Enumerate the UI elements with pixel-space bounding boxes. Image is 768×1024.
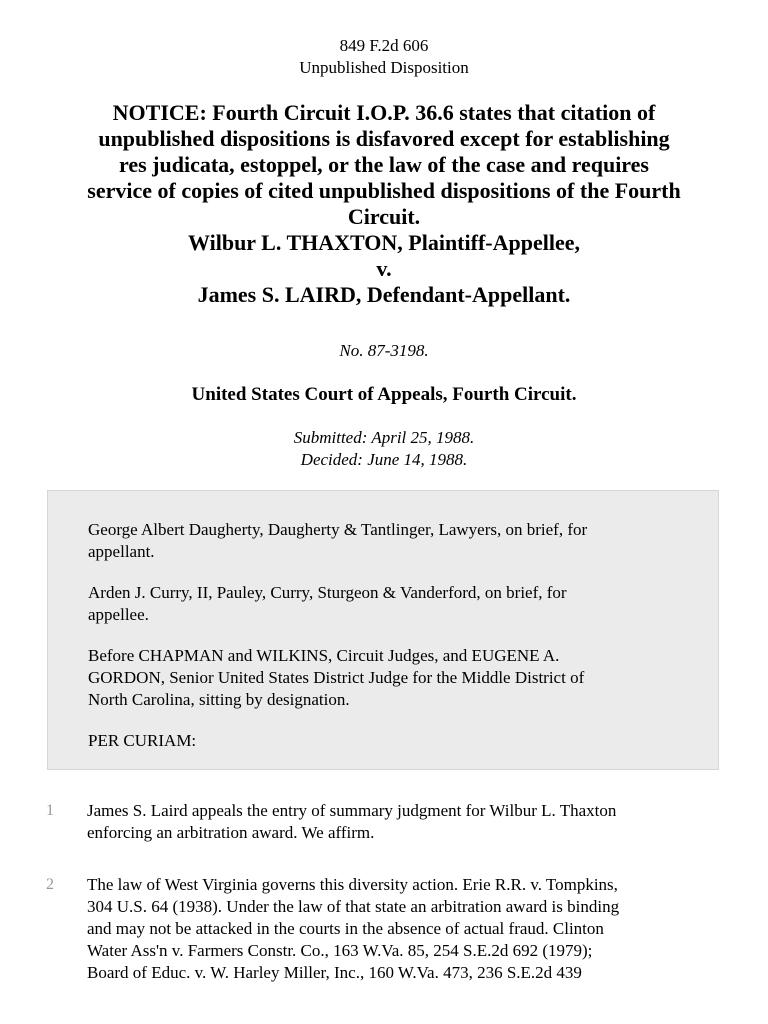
- caption-versus: v.: [376, 256, 392, 281]
- paragraph-line: enforcing an arbitration award. We affirm.: [87, 823, 375, 842]
- appellant-counsel-line: appellant.: [88, 542, 155, 561]
- caption-plaintiff: Wilbur L. THAXTON, Plaintiff-Appellee,: [188, 230, 580, 255]
- per-curiam: PER CURIAM:: [88, 731, 197, 750]
- court-name: United States Court of Appeals, Fourth Circuit.: [191, 384, 577, 405]
- citation-header: [0, 35, 768, 79]
- appellee-counsel: [88, 582, 688, 626]
- panel-line: North Carolina, sitting by designation.: [88, 690, 350, 709]
- paragraph-line: James S. Laird appeals the entry of summary judgment for Wilbur L. Thaxton: [87, 801, 617, 820]
- appellee-counsel-line: appellee.: [88, 605, 149, 624]
- counsel-box: [47, 490, 719, 770]
- appellant-counsel-line: George Albert Daugherty, Daugherty & Tantlinger, Lawyers, on brief, for: [88, 520, 588, 539]
- case-dates: [0, 427, 768, 471]
- notice-line: service of copies of cited unpublished dispositions of the Fourth: [87, 178, 681, 203]
- panel-line: Before CHAPMAN and WILKINS, Circuit Judges, and EUGENE A.: [88, 646, 560, 665]
- disposition-label: Unpublished Disposition: [299, 58, 469, 77]
- paragraph-line: Board of Educ. v. W. Harley Miller, Inc., 160 W.Va. 473, 236 S.E.2d 439: [87, 963, 582, 982]
- appellee-counsel-line: Arden J. Curry, II, Pauley, Curry, Sturgeon & Vanderford, on brief, for: [88, 583, 567, 602]
- paragraph-number: 2: [46, 876, 54, 893]
- notice-line: res judicata, estoppel, or the law of the case and requires: [118, 152, 649, 177]
- paragraph-line: The law of West Virginia governs this diversity action. Erie R.R. v. Tompkins,: [87, 875, 618, 894]
- paragraph-number: 1: [46, 802, 54, 819]
- paragraph-text: [87, 874, 723, 984]
- appellant-counsel: [88, 519, 688, 563]
- notice-line: Circuit.: [347, 204, 421, 229]
- notice-line: unpublished dispositions is disfavored except for establishing: [98, 126, 670, 151]
- notice-and-caption: [40, 100, 728, 308]
- paragraph-text: [87, 800, 723, 844]
- reporter-citation: 849 F.2d 606: [339, 36, 429, 55]
- submitted-date: Submitted: April 25, 1988.: [293, 428, 475, 447]
- decided-date: Decided: June 14, 1988.: [300, 450, 468, 469]
- paragraph-line: Water Ass'n v. Farmers Constr. Co., 163 W.Va. 85, 254 S.E.2d 692 (1979);: [87, 941, 593, 960]
- notice-line: NOTICE: Fourth Circuit I.O.P. 36.6 states that citation of: [112, 100, 656, 125]
- caption-defendant: James S. LAIRD, Defendant-Appellant.: [197, 282, 571, 307]
- paragraph-line: and may not be attacked in the courts in the absence of actual fraud. Clinton: [87, 919, 604, 938]
- paragraph-line: 304 U.S. 64 (1938). Under the law of that state an arbitration award is binding: [87, 897, 620, 916]
- panel-line: GORDON, Senior United States District Judge for the Middle District of: [88, 668, 585, 687]
- docket-number: No. 87-3198.: [339, 341, 429, 360]
- panel-judges: [88, 645, 688, 711]
